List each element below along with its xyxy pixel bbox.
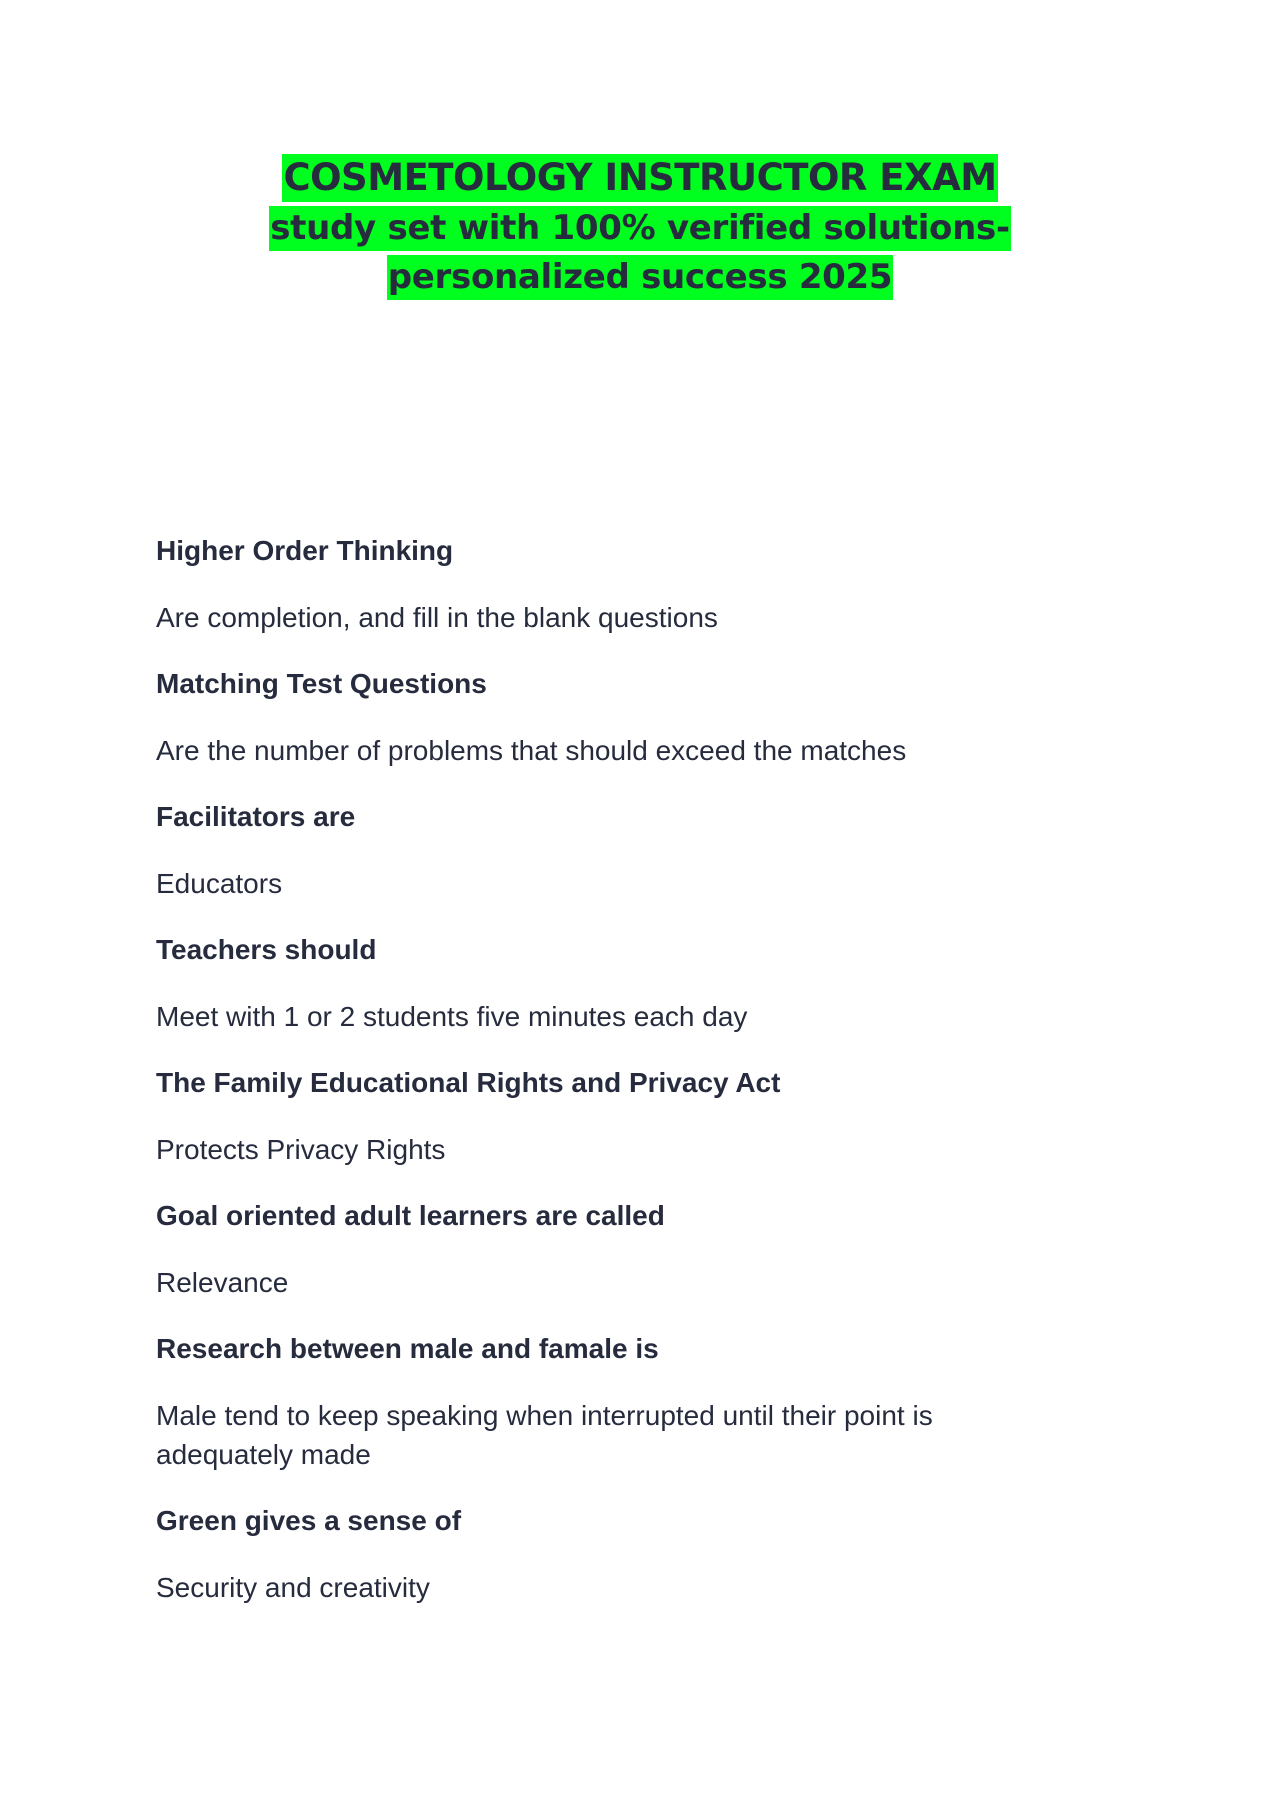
- answer: Male tend to keep speaking when interrupted until their point is adequately made: [156, 1400, 933, 1470]
- question: Goal oriented adult learners are called: [156, 1200, 665, 1231]
- qa-item: [156, 532, 1056, 637]
- question: Facilitators are: [156, 801, 356, 832]
- document-title: [0, 152, 1280, 302]
- title-subtitle: study set with 100% verified solutions-personalized success 2025: [269, 206, 1011, 300]
- question: Matching Test Questions: [156, 668, 487, 699]
- question: Teachers should: [156, 934, 377, 965]
- question: Research between male and famale is: [156, 1333, 659, 1364]
- qa-item: [156, 665, 1056, 770]
- answer: Meet with 1 or 2 students five minutes each day: [156, 1001, 748, 1032]
- title-main: COSMETOLOGY INSTRUCTOR EXAM: [282, 154, 997, 202]
- answer: Are the number of problems that should exceed the matches: [156, 735, 907, 766]
- question: The Family Educational Rights and Privacy Act: [156, 1067, 781, 1098]
- answer: Security and creativity: [156, 1572, 430, 1603]
- question: Higher Order Thinking: [156, 535, 454, 566]
- question: Green gives a sense of: [156, 1505, 462, 1536]
- answer: Protects Privacy Rights: [156, 1134, 446, 1165]
- qa-item: [156, 1502, 1056, 1607]
- qa-item: [156, 1197, 1056, 1302]
- qa-item: [156, 1064, 1056, 1169]
- qa-item: [156, 931, 1056, 1036]
- qa-list: [156, 532, 1056, 1635]
- qa-item: [156, 798, 1056, 903]
- answer: Are completion, and fill in the blank questions: [156, 602, 718, 633]
- qa-item: [156, 1330, 1056, 1474]
- answer: Relevance: [156, 1267, 289, 1298]
- answer: Educators: [156, 868, 283, 899]
